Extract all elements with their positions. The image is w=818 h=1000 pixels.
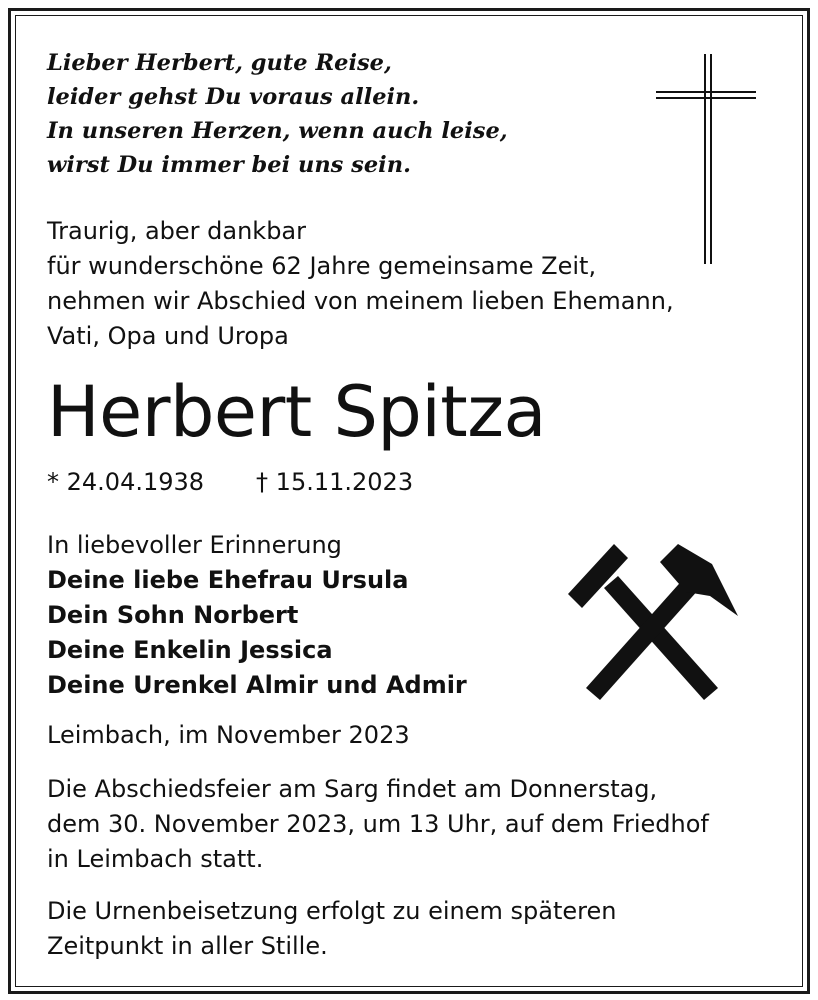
family-member: Dein Sohn Norbert <box>47 601 299 629</box>
intro-text <box>47 214 674 354</box>
poem-line: wirst Du immer bei uns sein. <box>47 152 411 178</box>
poem-line: leider gehst Du voraus allein. <box>47 84 420 110</box>
family-signature <box>47 528 467 703</box>
family-member: Deine Enkelin Jessica <box>47 636 333 664</box>
poem-line: Lieber Herbert, gute Reise, <box>47 50 392 76</box>
birth-date: * 24.04.1938 <box>47 468 205 496</box>
family-intro: In liebevoller Erinnerung <box>47 531 342 559</box>
urn-line: Zeitpunkt in aller Stille. <box>47 932 328 960</box>
ceremony-info <box>47 772 709 877</box>
poem <box>47 46 508 182</box>
crossed-hammers-icon <box>562 536 742 702</box>
life-dates <box>47 464 413 500</box>
ceremony-line: in Leimbach statt. <box>47 845 264 873</box>
intro-line: nehmen wir Abschied von meinem lieben Ehemann, <box>47 287 674 315</box>
ceremony-line: dem 30. November 2023, um 13 Uhr, auf dem Friedhof <box>47 810 709 838</box>
intro-line: Traurig, aber dankbar <box>47 217 307 245</box>
ceremony-line: Die Abschiedsfeier am Sarg findet am Donnerstag, <box>47 775 658 803</box>
place-date: Leimbach, im November 2023 <box>47 721 410 749</box>
urn-line: Die Urnenbeisetzung erfolgt zu einem späteren <box>47 897 617 925</box>
death-date: † 15.11.2023 <box>256 468 414 496</box>
urn-burial-info <box>47 894 616 964</box>
family-member: Deine liebe Ehefrau Ursula <box>47 566 409 594</box>
intro-line: für wunderschöne 62 Jahre gemeinsame Zeit, <box>47 252 597 280</box>
deceased-name: Herbert Spitza <box>47 371 546 453</box>
intro-line: Vati, Opa und Uropa <box>47 322 289 350</box>
poem-line: In unseren Herzen, wenn auch leise, <box>47 118 508 144</box>
family-member: Deine Urenkel Almir und Admir <box>47 671 467 699</box>
